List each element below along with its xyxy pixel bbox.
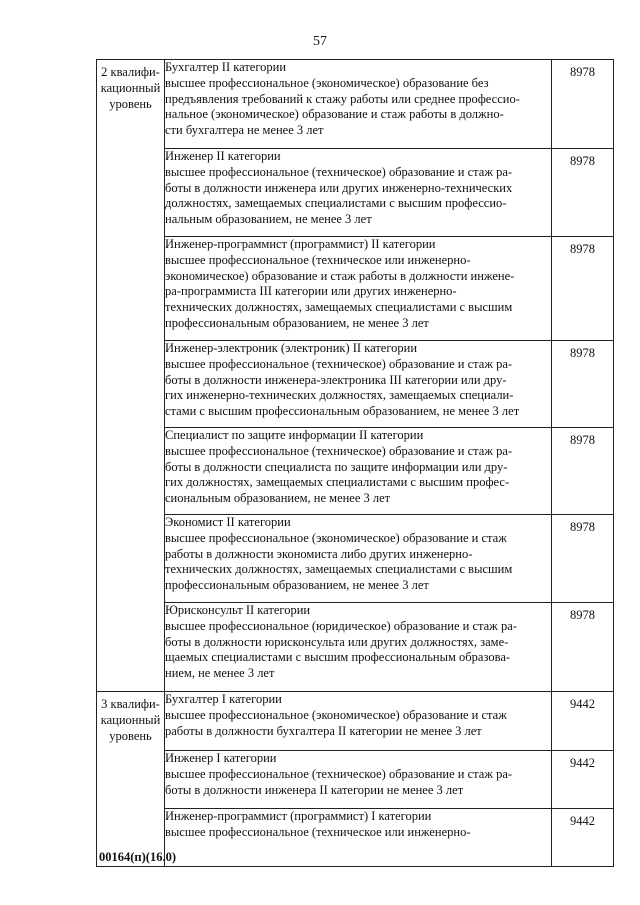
- position-requirements: высшее профессиональное (экономическое) образование и стаж работы в должности экономиста либо других инженерно- технических должностях, замещаемых специалистами с высшим профессиональным образованием, не менее 3 лет: [165, 530, 513, 593]
- position-title: Инженер-электроник (электроник) II категории: [165, 341, 418, 355]
- position-title: Инженер-программист (программист) I категории: [165, 809, 432, 823]
- table-row: [97, 515, 614, 603]
- position-requirements: высшее профессиональное (техническое или инженерно- экономическое) образование и стаж работы в должности инжене- ра-программиста III категории или других инженерно- технических должностях, замещаемых специалистами с высшим профессиональным образованием, не менее 3 лет: [165, 252, 515, 330]
- position-cell: [165, 149, 552, 237]
- position-title: Инженер II категории: [165, 149, 281, 163]
- table-row: [97, 751, 614, 809]
- position-cell: [165, 692, 552, 751]
- position-cell: [165, 428, 552, 515]
- qualification-level-cell: [97, 692, 165, 867]
- table-row: [97, 428, 614, 515]
- salary-cell: [552, 809, 614, 867]
- salary-value: 9442: [570, 814, 595, 828]
- qualification-table: [96, 59, 614, 867]
- position-cell: [165, 515, 552, 603]
- salary-cell: [552, 515, 614, 603]
- position-cell: [165, 603, 552, 692]
- position-requirements: высшее профессиональное (техническое) образование и стаж ра- боты в должности инженера-электроника III категории или дру- гих инженерно-технических должностях, замещаемых специали- стами с высшим профессиональным образованием, не менее 3 лет: [165, 356, 520, 419]
- position-requirements: высшее профессиональное (экономическое) образование и стаж работы в должности бухгалтера II категории не менее 3 лет: [165, 707, 507, 738]
- salary-cell: [552, 692, 614, 751]
- position-title: Инженер I категории: [165, 751, 277, 765]
- position-cell: [165, 809, 552, 867]
- position-cell: [165, 341, 552, 428]
- table-row: [97, 149, 614, 237]
- salary-value: 9442: [570, 756, 595, 770]
- position-title: Специалист по защите информации II категории: [165, 428, 424, 442]
- page-number: 57: [313, 34, 327, 49]
- salary-value: 8978: [570, 520, 595, 534]
- position-title: Экономист II категории: [165, 515, 291, 529]
- salary-cell: [552, 751, 614, 809]
- position-title: Инженер-программист (программист) II категории: [165, 237, 436, 251]
- salary-cell: [552, 341, 614, 428]
- qualification-level-label: 3 квалифи- кационный уровень: [100, 697, 161, 743]
- salary-value: 8978: [570, 242, 595, 256]
- salary-cell: [552, 428, 614, 515]
- position-requirements: высшее профессиональное (техническое или инженерно-: [165, 824, 471, 839]
- salary-value: 8978: [570, 433, 595, 447]
- salary-cell: [552, 603, 614, 692]
- position-title: Бухгалтер II категории: [165, 60, 287, 74]
- position-title: Бухгалтер I категории: [165, 692, 282, 706]
- position-requirements: высшее профессиональное (юридическое) образование и стаж ра- боты в должности юрисконсульта или других должностях, заме- щаемых специалистами с высшим профессиональным образова- нием, не менее 3 лет: [165, 618, 517, 681]
- position-requirements: высшее профессиональное (техническое) образование и стаж ра- боты в должности инженера или других инженерно-технических должностях, замещаемых специалистами с высшим профессио- нальным образованием, не менее 3 лет: [165, 164, 513, 227]
- qualification-level-label: 2 квалифи- кационный уровень: [100, 65, 161, 111]
- qualification-table-body: [97, 60, 614, 867]
- position-requirements: высшее профессиональное (техническое) образование и стаж ра- боты в должности специалиста по защите информации или дру- гих должностях, замещаемых специалистами с высшим профес- сиональным образованием, не менее 3 лет: [165, 443, 513, 506]
- salary-value: 8978: [570, 608, 595, 622]
- salary-cell: [552, 60, 614, 149]
- position-cell: [165, 237, 552, 341]
- position-title: Юрисконсульт II категории: [165, 603, 311, 617]
- position-cell: [165, 60, 552, 149]
- salary-value: 8978: [570, 346, 595, 360]
- salary-value: 9442: [570, 697, 595, 711]
- salary-cell: [552, 149, 614, 237]
- document-code: 00164(п)(16.0): [99, 850, 176, 864]
- salary-value: 8978: [570, 154, 595, 168]
- position-cell: [165, 751, 552, 809]
- table-row: [97, 60, 614, 149]
- qualification-level-cell: [97, 60, 165, 692]
- table-row: [97, 237, 614, 341]
- table-row: [97, 341, 614, 428]
- salary-value: 8978: [570, 65, 595, 79]
- table-row: [97, 603, 614, 692]
- salary-cell: [552, 237, 614, 341]
- position-requirements: высшее профессиональное (техническое) образование и стаж ра- боты в должности инженера II категории не менее 3 лет: [165, 766, 513, 797]
- position-requirements: высшее профессиональное (экономическое) образование без предъявления требований к стажу работы или среднее профессио- нальное (экономическое) образование и стаж работы в должно- сти бухгалтера не менее 3 лет: [165, 75, 520, 138]
- table-row: [97, 692, 614, 751]
